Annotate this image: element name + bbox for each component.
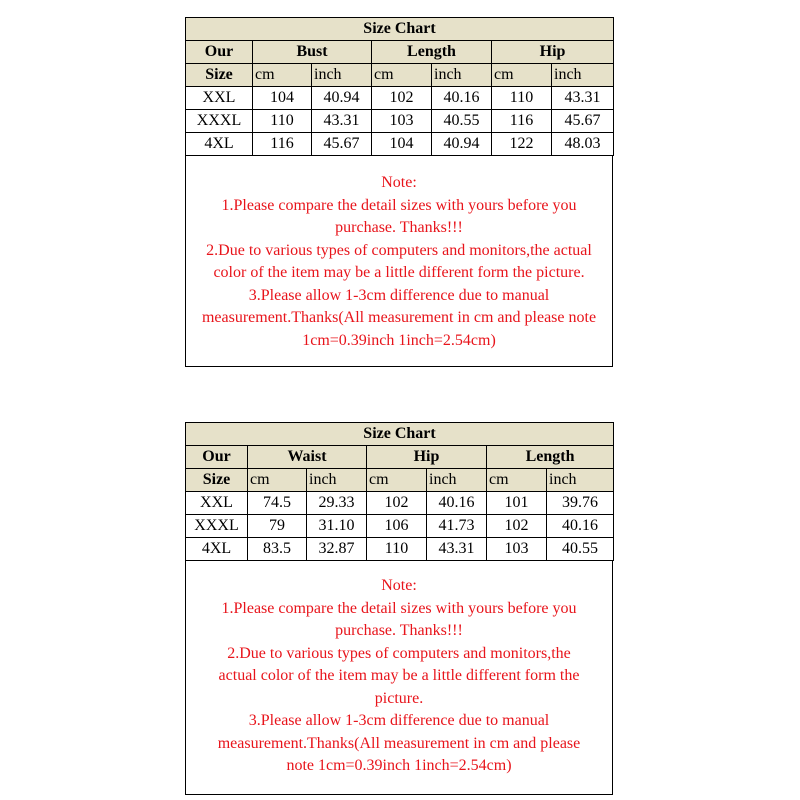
value-cell: 40.16 (432, 87, 492, 110)
value-cell: 39.76 (547, 492, 614, 515)
value-cell: 110 (253, 110, 312, 133)
value-cell: 40.16 (547, 515, 614, 538)
note-line: measurement.Thanks(All measurement in cm and please (217, 734, 581, 752)
unit-cm: cm (492, 64, 552, 87)
size-cell: XXL (186, 87, 253, 110)
unit-cm: cm (248, 469, 307, 492)
value-cell: 74.5 (248, 492, 307, 515)
unit-inch: inch (552, 64, 614, 87)
value-cell: 43.31 (552, 87, 614, 110)
size-chart-2 (185, 422, 613, 795)
group-header-hip: Hip (492, 41, 614, 64)
note-line: measurement.Thanks(All measurement in cm and please note (201, 309, 597, 326)
value-cell: 40.94 (312, 87, 372, 110)
value-cell: 116 (253, 133, 312, 156)
group-header-length: Length (487, 446, 614, 469)
value-cell: 43.31 (312, 110, 372, 133)
unit-inch: inch (307, 469, 367, 492)
note-line: Note: (381, 577, 417, 594)
value-cell: 40.94 (432, 133, 492, 156)
group-header-waist: Waist (248, 446, 367, 469)
value-cell: 83.5 (248, 538, 307, 561)
value-cell: 122 (492, 133, 552, 156)
note-line: 1.Please compare the detail sizes with yours before you (221, 599, 577, 617)
value-cell: 40.16 (427, 492, 487, 515)
group-header-length: Length (372, 41, 492, 64)
value-cell: 40.55 (432, 110, 492, 133)
value-cell: 103 (372, 110, 432, 133)
value-cell: 102 (487, 515, 547, 538)
unit-cm: cm (372, 64, 432, 87)
unit-cm: cm (487, 469, 547, 492)
value-cell: 106 (367, 515, 427, 538)
size-cell: 4XL (186, 133, 253, 156)
note-line: note 1cm=0.39inch 1inch=2.54cm) (286, 757, 512, 774)
unit-inch: inch (547, 469, 614, 492)
value-cell: 29.33 (307, 492, 367, 515)
note-line: 3.Please allow 1-3cm difference due to manual (248, 286, 550, 304)
size-table-1 (185, 17, 614, 156)
value-cell: 102 (372, 87, 432, 110)
value-cell: 48.03 (552, 133, 614, 156)
value-cell: 116 (492, 110, 552, 133)
size-chart-1 (185, 17, 613, 367)
unit-cm: cm (253, 64, 312, 87)
value-cell: 45.67 (312, 133, 372, 156)
size-table-2 (185, 422, 614, 561)
value-cell: 110 (367, 538, 427, 561)
table-row (186, 87, 614, 110)
table-row (186, 492, 614, 515)
chart-title: Size Chart (186, 423, 614, 446)
note-line: 1cm=0.39inch 1inch=2.54cm) (302, 331, 496, 349)
value-cell: 40.55 (547, 538, 614, 561)
note-box-1 (185, 156, 613, 367)
value-cell: 110 (492, 87, 552, 110)
unit-inch: inch (432, 64, 492, 87)
chart-title: Size Chart (186, 18, 614, 41)
our-label: Our (186, 41, 253, 64)
value-cell: 102 (367, 492, 427, 515)
size-cell: XXXL (186, 110, 253, 133)
value-cell: 45.67 (552, 110, 614, 133)
value-cell: 32.87 (307, 538, 367, 561)
value-cell: 43.31 (427, 538, 487, 561)
value-cell: 103 (487, 538, 547, 561)
value-cell: 31.10 (307, 515, 367, 538)
unit-inch: inch (427, 469, 487, 492)
table-row (186, 133, 614, 156)
value-cell: 79 (248, 515, 307, 538)
note-line: 2.Due to various types of computers and monitors,the (227, 644, 571, 662)
table-row (186, 538, 614, 561)
note-line: Note: (381, 174, 417, 191)
size-cell: XXL (186, 492, 248, 515)
our-label: Our (186, 446, 248, 469)
value-cell: 101 (487, 492, 547, 515)
value-cell: 104 (372, 133, 432, 156)
note-line: purchase. Thanks!!! (335, 622, 463, 639)
size-cell: 4XL (186, 538, 248, 561)
note-line: color of the item may be a little different form the picture. (213, 264, 585, 281)
note-line: 2.Due to various types of computers and monitors,the actual (206, 241, 592, 259)
size-label: Size (186, 64, 253, 87)
unit-inch: inch (312, 64, 372, 87)
table-row (186, 515, 614, 538)
note-line: 3.Please allow 1-3cm difference due to manual (248, 712, 550, 729)
group-header-hip: Hip (367, 446, 487, 469)
value-cell: 104 (253, 87, 312, 110)
note-line: 1.Please compare the detail sizes with yours before you (221, 196, 577, 214)
note-line: actual color of the item may be a little different form the (218, 667, 580, 684)
note-box-2 (185, 561, 613, 795)
unit-cm: cm (367, 469, 427, 492)
note-line: picture. (374, 689, 424, 707)
table-row (186, 110, 614, 133)
value-cell: 41.73 (427, 515, 487, 538)
size-label: Size (186, 469, 248, 492)
group-header-bust: Bust (253, 41, 372, 64)
size-cell: XXXL (186, 515, 248, 538)
note-line: purchase. Thanks!!! (335, 219, 463, 236)
